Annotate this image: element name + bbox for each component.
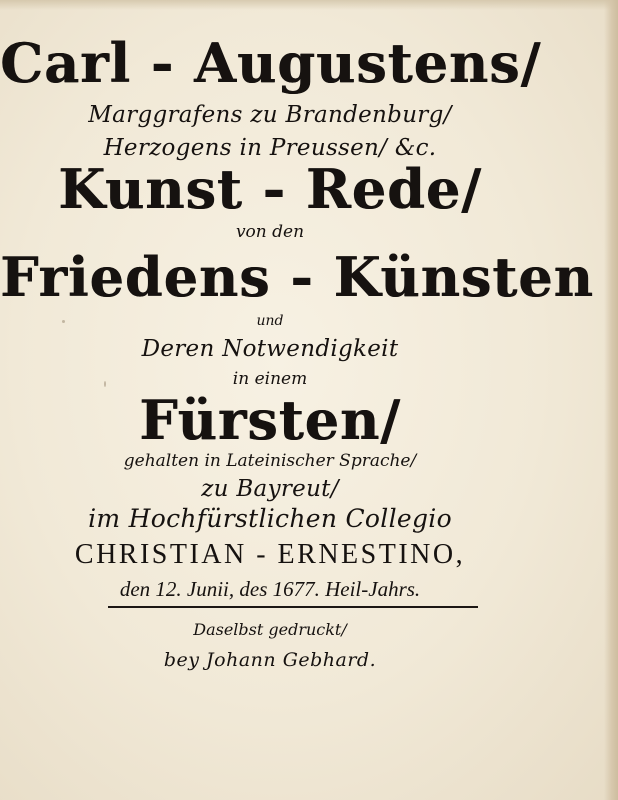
title-line-date: den 12. Junii, des 1677. Heil-Jahrs.	[119, 577, 421, 601]
horizontal-rule	[108, 606, 478, 608]
title-line-marggrafens: Marggrafens zu Brandenburg/	[88, 102, 452, 128]
title-line-fuersten: Fürsten/	[139, 388, 401, 452]
title-line-deren-notwendigkeit: Deren Notwendigkeit	[141, 336, 399, 362]
title-line-herzogens: Herzogens in Preussen/ &c.	[103, 135, 437, 161]
title-line-carl-augustens: Carl - Augustens/	[0, 31, 542, 95]
title-line-und: und	[256, 313, 284, 329]
title-line-friedens-kuensten: Friedens - Künsten	[0, 245, 594, 309]
title-line-christian-ernestino: CHRISTIAN - ERNESTINO,	[74, 539, 466, 570]
title-line-zu-bayreut: zu Bayreut/	[201, 476, 339, 502]
imprint-line-printer: bey Johann Gebhard.	[163, 649, 377, 671]
imprint-line-daselbst: Daselbst gedruckt/	[193, 620, 347, 639]
title-line-in-einem: in einem	[232, 369, 308, 389]
title-line-collegio: im Hochfürstlichen Collegio	[88, 504, 452, 533]
title-line-gehalten: gehalten in Lateinischer Sprache/	[123, 451, 417, 471]
title-line-kunst-rede: Kunst - Rede/	[58, 157, 482, 221]
page-top-shadow	[0, 0, 618, 10]
page-right-edge	[604, 0, 618, 800]
title-line-von-den: von den	[235, 222, 305, 242]
